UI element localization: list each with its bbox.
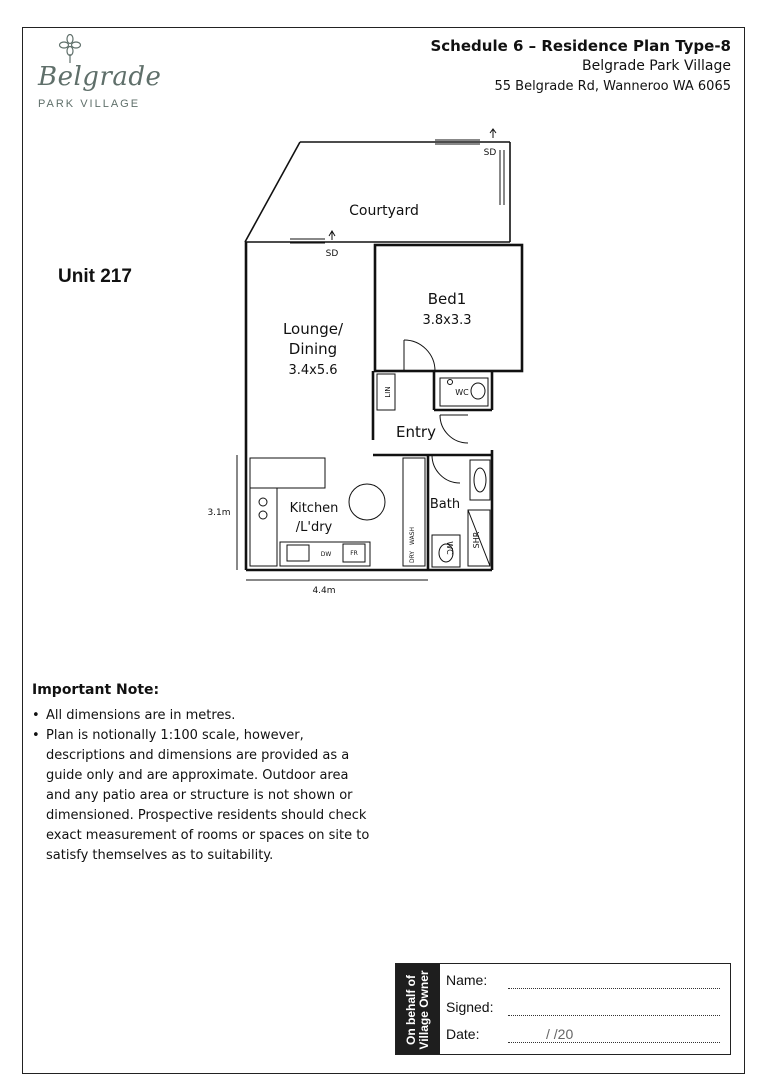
lounge-line2: Dining	[288, 340, 338, 358]
schedule-title: Schedule 6 – Residence Plan Type-8	[430, 37, 731, 55]
courtyard-outline	[245, 142, 510, 242]
name-label: Name:	[446, 972, 488, 988]
logo-script-text: Belgrade	[38, 62, 162, 92]
village-address: 55 Belgrade Rd, Wanneroo WA 6065	[494, 79, 731, 94]
bed-size: 3.8x3.3	[422, 313, 472, 328]
sliding-door-upper	[435, 129, 504, 205]
date-label: Date:	[446, 1026, 480, 1042]
entry-door	[440, 415, 468, 443]
lounge-line1: Lounge/	[282, 320, 344, 338]
width-dimension: 4.4m	[312, 586, 336, 596]
bed-name: Bed1	[427, 290, 467, 308]
sd-label-upper: SD	[483, 148, 497, 158]
logo-sub-text: PARK VILLAGE	[38, 98, 141, 110]
date-field[interactable]	[508, 1042, 720, 1043]
lounge-size: 3.4x5.6	[288, 363, 338, 378]
kitchen-line2: /L'dry	[295, 520, 333, 535]
important-note	[32, 682, 372, 882]
name-field[interactable]	[508, 988, 720, 989]
dry-label: DRY	[409, 550, 416, 564]
dining-table	[349, 484, 385, 520]
unit-label: Unit 217	[58, 266, 132, 287]
side-line1: On behalf of	[404, 975, 418, 1045]
wc-label-upper: WC	[455, 388, 469, 397]
bath-fixtures	[429, 460, 490, 567]
signed-label: Signed:	[446, 999, 494, 1015]
bath-door	[432, 455, 460, 483]
courtyard-label: Courtyard	[349, 203, 419, 219]
lin-label: LIN	[384, 386, 392, 398]
kitchen-line1: Kitchen	[289, 501, 339, 516]
wc-label-lower: WC	[445, 541, 454, 555]
wash-label: WASH	[409, 526, 416, 546]
shr-label: SHR	[472, 531, 481, 549]
sd-label-lower: SD	[325, 249, 339, 259]
note-item: • Plan is notionally 1:100 scale, however, descriptions and dimensions are provided as a guide only and are approximate. Outdoor area and any patio area or structure is not shown or dimensioned. Prospective residents should check exact measurement of rooms or spaces on site to satisfy themselves as to suitability.	[32, 726, 372, 866]
dw-label: DW	[320, 551, 332, 558]
note-title: Important Note:	[32, 682, 160, 698]
bed-door	[404, 340, 435, 371]
signed-field[interactable]	[508, 1015, 720, 1016]
fr-label: FR	[350, 550, 358, 557]
date-value: / /20	[546, 1026, 574, 1042]
height-dimension: 3.1m	[207, 508, 231, 518]
note-item: • All dimensions are in metres.	[32, 706, 372, 726]
entry-label: Entry	[396, 423, 436, 441]
signature-side-text	[405, 970, 431, 1049]
signature-side-panel	[396, 964, 440, 1054]
village-name: Belgrade Park Village	[581, 58, 731, 74]
side-line2: Village Owner	[417, 970, 431, 1050]
bath-label: Bath	[429, 497, 461, 512]
note-body	[32, 706, 372, 882]
signature-box	[395, 963, 731, 1055]
